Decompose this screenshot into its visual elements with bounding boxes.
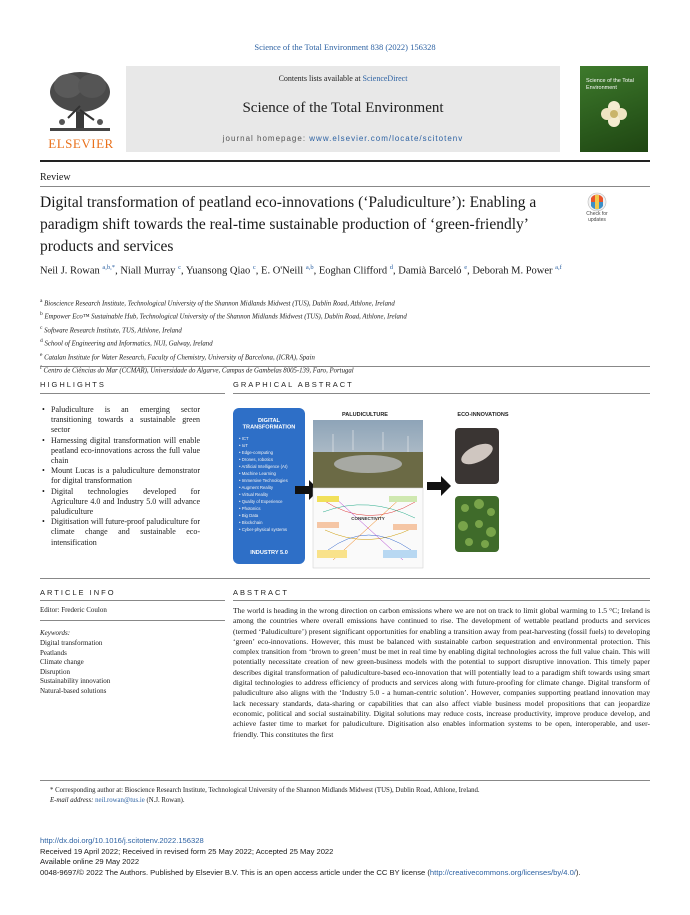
author-affiliation-marker[interactable]: c (252, 264, 256, 271)
article-info-heading: ARTICLE INFO (40, 588, 116, 597)
divider (40, 780, 650, 781)
keyword[interactable]: Sustainability innovation (40, 677, 111, 685)
divider (233, 600, 650, 601)
keyword[interactable]: Climate change (40, 658, 84, 666)
eco-innovations-label: ECO-INNOVATIONS (457, 412, 509, 418)
contents-line (126, 74, 560, 83)
peat-field (334, 455, 402, 473)
affiliation-marker: c (40, 324, 43, 331)
affiliation (40, 296, 640, 309)
affiliation (40, 336, 640, 349)
box-footer: INDUSTRY 5.0 (250, 550, 288, 556)
ga-list-item: • Big Data (239, 513, 259, 518)
affiliation (40, 350, 640, 363)
email-suffix: (N.J. Rowan). (144, 797, 185, 804)
journal-homepage (126, 134, 560, 143)
ga-list-item: • Augment Reality (239, 485, 273, 490)
author-affiliation-marker[interactable]: c (178, 264, 181, 271)
keyword[interactable]: Disruption (40, 667, 70, 676)
header-center (126, 66, 560, 152)
author-affiliation-marker[interactable]: d (389, 264, 394, 271)
article-title: Digital transformation of peatland eco-innovations (‘Paludiculture’): Enabling a paradigm shift towards the real-time sustainable production of ‘green-friendly’ products and services (40, 194, 537, 255)
arrow-icon (427, 476, 451, 496)
license-prefix: 0048-9697/© 2022 The Authors. Published by Elsevier B.V. This is an open access article under the CC BY license ( (40, 867, 430, 877)
corresponding-text: Corresponding author at: Bioscience Research Institute, Technological University of the Shannon Midlands Midwest (TUS), Dublin Road, Athlone, Ireland. (55, 787, 480, 794)
graphical-abstract-figure[interactable] (233, 400, 650, 576)
ga-list-item: • Quality of Experience (239, 499, 283, 504)
author-list: Neil J. Rowan $^{a,b,*}$, Niall Murray $^c$, Yuansong Qiao $^c$, E. O'Neill $^{a,b}$, Eoghan Clifford $^d$, Damià Barceló $^e$, Deborah M. Power $^{a,f}$ (40, 264, 562, 277)
journal-cover[interactable] (580, 66, 648, 152)
highlights-heading: HIGHLIGHTS (40, 380, 106, 389)
ga-list-item: • Immersive Technologies (239, 478, 288, 483)
divider (40, 366, 650, 367)
affiliation-text: Software Research Institute, TUS, Athlone, Ireland (42, 327, 182, 335)
divider (40, 620, 225, 621)
highlight-item: • Mount Lucas is a paludiculture demonstrator for digital transformation (40, 466, 200, 486)
elsevier-logo[interactable] (40, 66, 120, 152)
license-suffix: ). (575, 867, 581, 877)
author-affiliation-marker[interactable]: a,b (305, 264, 314, 271)
highlight-item: • Digitisation will future-proof paludiculture for climate change and sustainable eco- intensification (40, 517, 200, 548)
ga-list-item: • IoT (239, 443, 248, 448)
author-affiliation-marker[interactable]: e (464, 264, 468, 271)
elsevier-tree-icon (40, 66, 120, 134)
affiliation-text: School of Engineering and Informatics, NUI, Galway, Ireland (42, 340, 213, 348)
ga-list-item: • Cyber-physical systems (239, 527, 288, 532)
corresponding-footnote (50, 786, 650, 806)
abstract-text: The world is heading in the wrong direction on carbon emissions where we are not on track to limit global warming to 1.5 °C; Ireland is among the countries where overall emissions have continued to rise. The development of wettable peatland products and services (termed ‘Paludiculture’) present significant opportunities for enabling a transition away from peat-harvesting (fossil fuels) to developing ‘green’ eco-innovations. However, this must be balanced with sustainable carbon sequestration and environmental protection. This complex transition from ‘brown to green’ must be met in real time by enabling digital technologies across the full value chain. This will potentially necessitate creation of new green-business models with the potential to support disruptive innovation. This timely paper describes digital transformation of paludiculture-based eco-innovation that will potentially lead to a paradigm shift towards using smart digital technologies to address efficiency of products and services along with future-proofing for climate change. Digital transform of paludiculture also aligns with the ‘Industry 5.0 - a human-centric solution’. However, companies supporting peatland innovation may lack necessary standards, data-sharing or capabilities that can also affect viable business model propositions that can jeopardize economic, political and social sustainability. Digital solutions may reduce costs, increase productivity, improve produce develop, and achieve faster time to market for paludiculture. Digitisation also enables information systems to be open, interoperable, and user-friendly. This constitutes the first (233, 606, 650, 739)
sciencedirect-link[interactable]: ScienceDirect (362, 74, 408, 83)
corresponding-author (50, 786, 650, 796)
license-line (40, 868, 650, 879)
affiliation-text: Bioscience Research Institute, Technological University of the Shannon Midlands Midwest (TUS), Dublin Road, Athlone, Ireland (42, 300, 395, 308)
ga-list-item: • Drones, robotics (239, 457, 273, 462)
affiliation-marker: e (40, 351, 43, 358)
homepage-prefix: journal homepage: (222, 134, 310, 143)
ga-list-item: • Virtual Reality (239, 492, 269, 497)
ga-list-item: • Edge-computing (239, 450, 273, 455)
journal-header (40, 66, 650, 152)
check-updates-label: Check for updates (586, 211, 608, 223)
check-for-updates-button[interactable] (580, 192, 614, 230)
divider (40, 393, 225, 394)
contents-prefix: Contents lists available at (278, 74, 363, 83)
author-affiliation-marker[interactable]: a,f (555, 264, 562, 271)
author-name[interactable]: Eoghan Clifford (318, 265, 388, 277)
email-line (50, 796, 650, 806)
keywords-heading: Keywords: (40, 629, 71, 637)
graphical-abstract-heading: GRAPHICAL ABSTRACT (233, 380, 354, 389)
author-name[interactable]: Niall Murray (120, 265, 176, 277)
author-name[interactable]: Yuansong Qiao (185, 265, 251, 277)
author-name[interactable]: E. O'Neill (261, 265, 304, 277)
divider (233, 393, 650, 394)
affiliation-marker: a (40, 298, 43, 304)
author-affiliation-marker[interactable]: a,b,* (102, 264, 116, 271)
ga-list-item: • ICT (239, 436, 249, 441)
keyword[interactable]: Digital transformation (40, 639, 103, 647)
author-name[interactable]: Damià Barceló (398, 265, 462, 277)
ga-list-item: • Blockchain (239, 520, 263, 525)
affiliation-marker: d (40, 338, 43, 345)
check-updates-icon (580, 192, 614, 212)
ga-list-item: • Machine Learning (239, 471, 276, 476)
doi-link[interactable]: http://dx.doi.org/10.1016/j.scitotenv.2022.156328 (40, 836, 204, 845)
affiliation-list (40, 296, 640, 377)
received-dates: Received 19 April 2022; Received in revised form 25 May 2022; Accepted 25 May 2022 (40, 846, 334, 856)
available-online: Available online 29 May 2022 (40, 857, 140, 867)
keyword[interactable]: Natural-based solutions (40, 686, 107, 695)
journal-citation[interactable]: Science of the Total Environment 838 (2022) 156328 (254, 42, 436, 52)
journal-title[interactable]: Science of the Total Environment (242, 100, 444, 116)
ga-list-item: • Artificial Intelligence (AI) (239, 464, 288, 469)
cover-flower-icon (600, 100, 628, 128)
divider (40, 578, 650, 579)
highlight-item: • Digital technologies developed for Agriculture 4.0 and Industry 5.0 will advance paludiculture (40, 487, 200, 518)
author-name[interactable]: Neil J. Rowan (40, 265, 100, 277)
asterisk: * (50, 787, 56, 794)
affiliation-text: Catalan Institute for Water Research, Faculty of Chemistry, University of Barcelona, (ICRA), Spain (42, 354, 315, 362)
header-rule (40, 160, 650, 162)
affiliation-marker: b (40, 311, 43, 318)
highlight-item: • Paludiculture is an emerging sector transitioning towards a sustainable green sector (40, 405, 200, 436)
publisher-name: ELSEVIER (48, 136, 114, 151)
email-label: E-mail address: (50, 797, 96, 804)
affiliation (40, 323, 640, 336)
author-name[interactable]: Deborah M. Power (472, 265, 553, 277)
divider (40, 186, 650, 187)
affiliation (40, 309, 640, 322)
highlight-item: • Harnessing digital transformation will enable peatland eco-innovations across the full value chain (40, 436, 200, 467)
affiliation-text: Centro de Ciências do Mar (CCMAR), Universidade do Algarve, Campus de Gambelas 8005-139, Faro, Portugal (41, 367, 354, 375)
keyword[interactable]: Peatlands (40, 648, 67, 657)
affiliation-marker: f (40, 365, 42, 372)
article-type: Review (40, 172, 71, 183)
divider (40, 600, 225, 601)
paludiculture-label: PALUDICULTURE (342, 412, 388, 418)
cover-title: Science of the Total Environment (586, 78, 634, 91)
abstract-heading: ABSTRACT (233, 588, 290, 597)
license-link[interactable]: http://creativecommons.org/licenses/by/4.0/ (429, 867, 576, 877)
affiliation-text: Empower Eco™ Sustainable Hub, Technological University of the Shannon Midlands Midwest (TUS), Dublin Road, Athlone, Ireland (42, 313, 407, 321)
publication-info (40, 836, 650, 878)
connectivity-label: CONNECTIVITY (351, 516, 385, 521)
homepage-link[interactable]: www.elsevier.com/locate/scitotenv (309, 134, 464, 143)
editor: Editor: Frederic Coulon (40, 606, 107, 614)
keywords-list (40, 639, 110, 696)
highlights-list (40, 405, 200, 548)
email-link[interactable]: neil.rowan@tus.ie (95, 797, 145, 804)
ga-list-item: • Photonics (239, 506, 261, 511)
box-title: DIGITAL TRANSFORMATION (242, 418, 296, 431)
